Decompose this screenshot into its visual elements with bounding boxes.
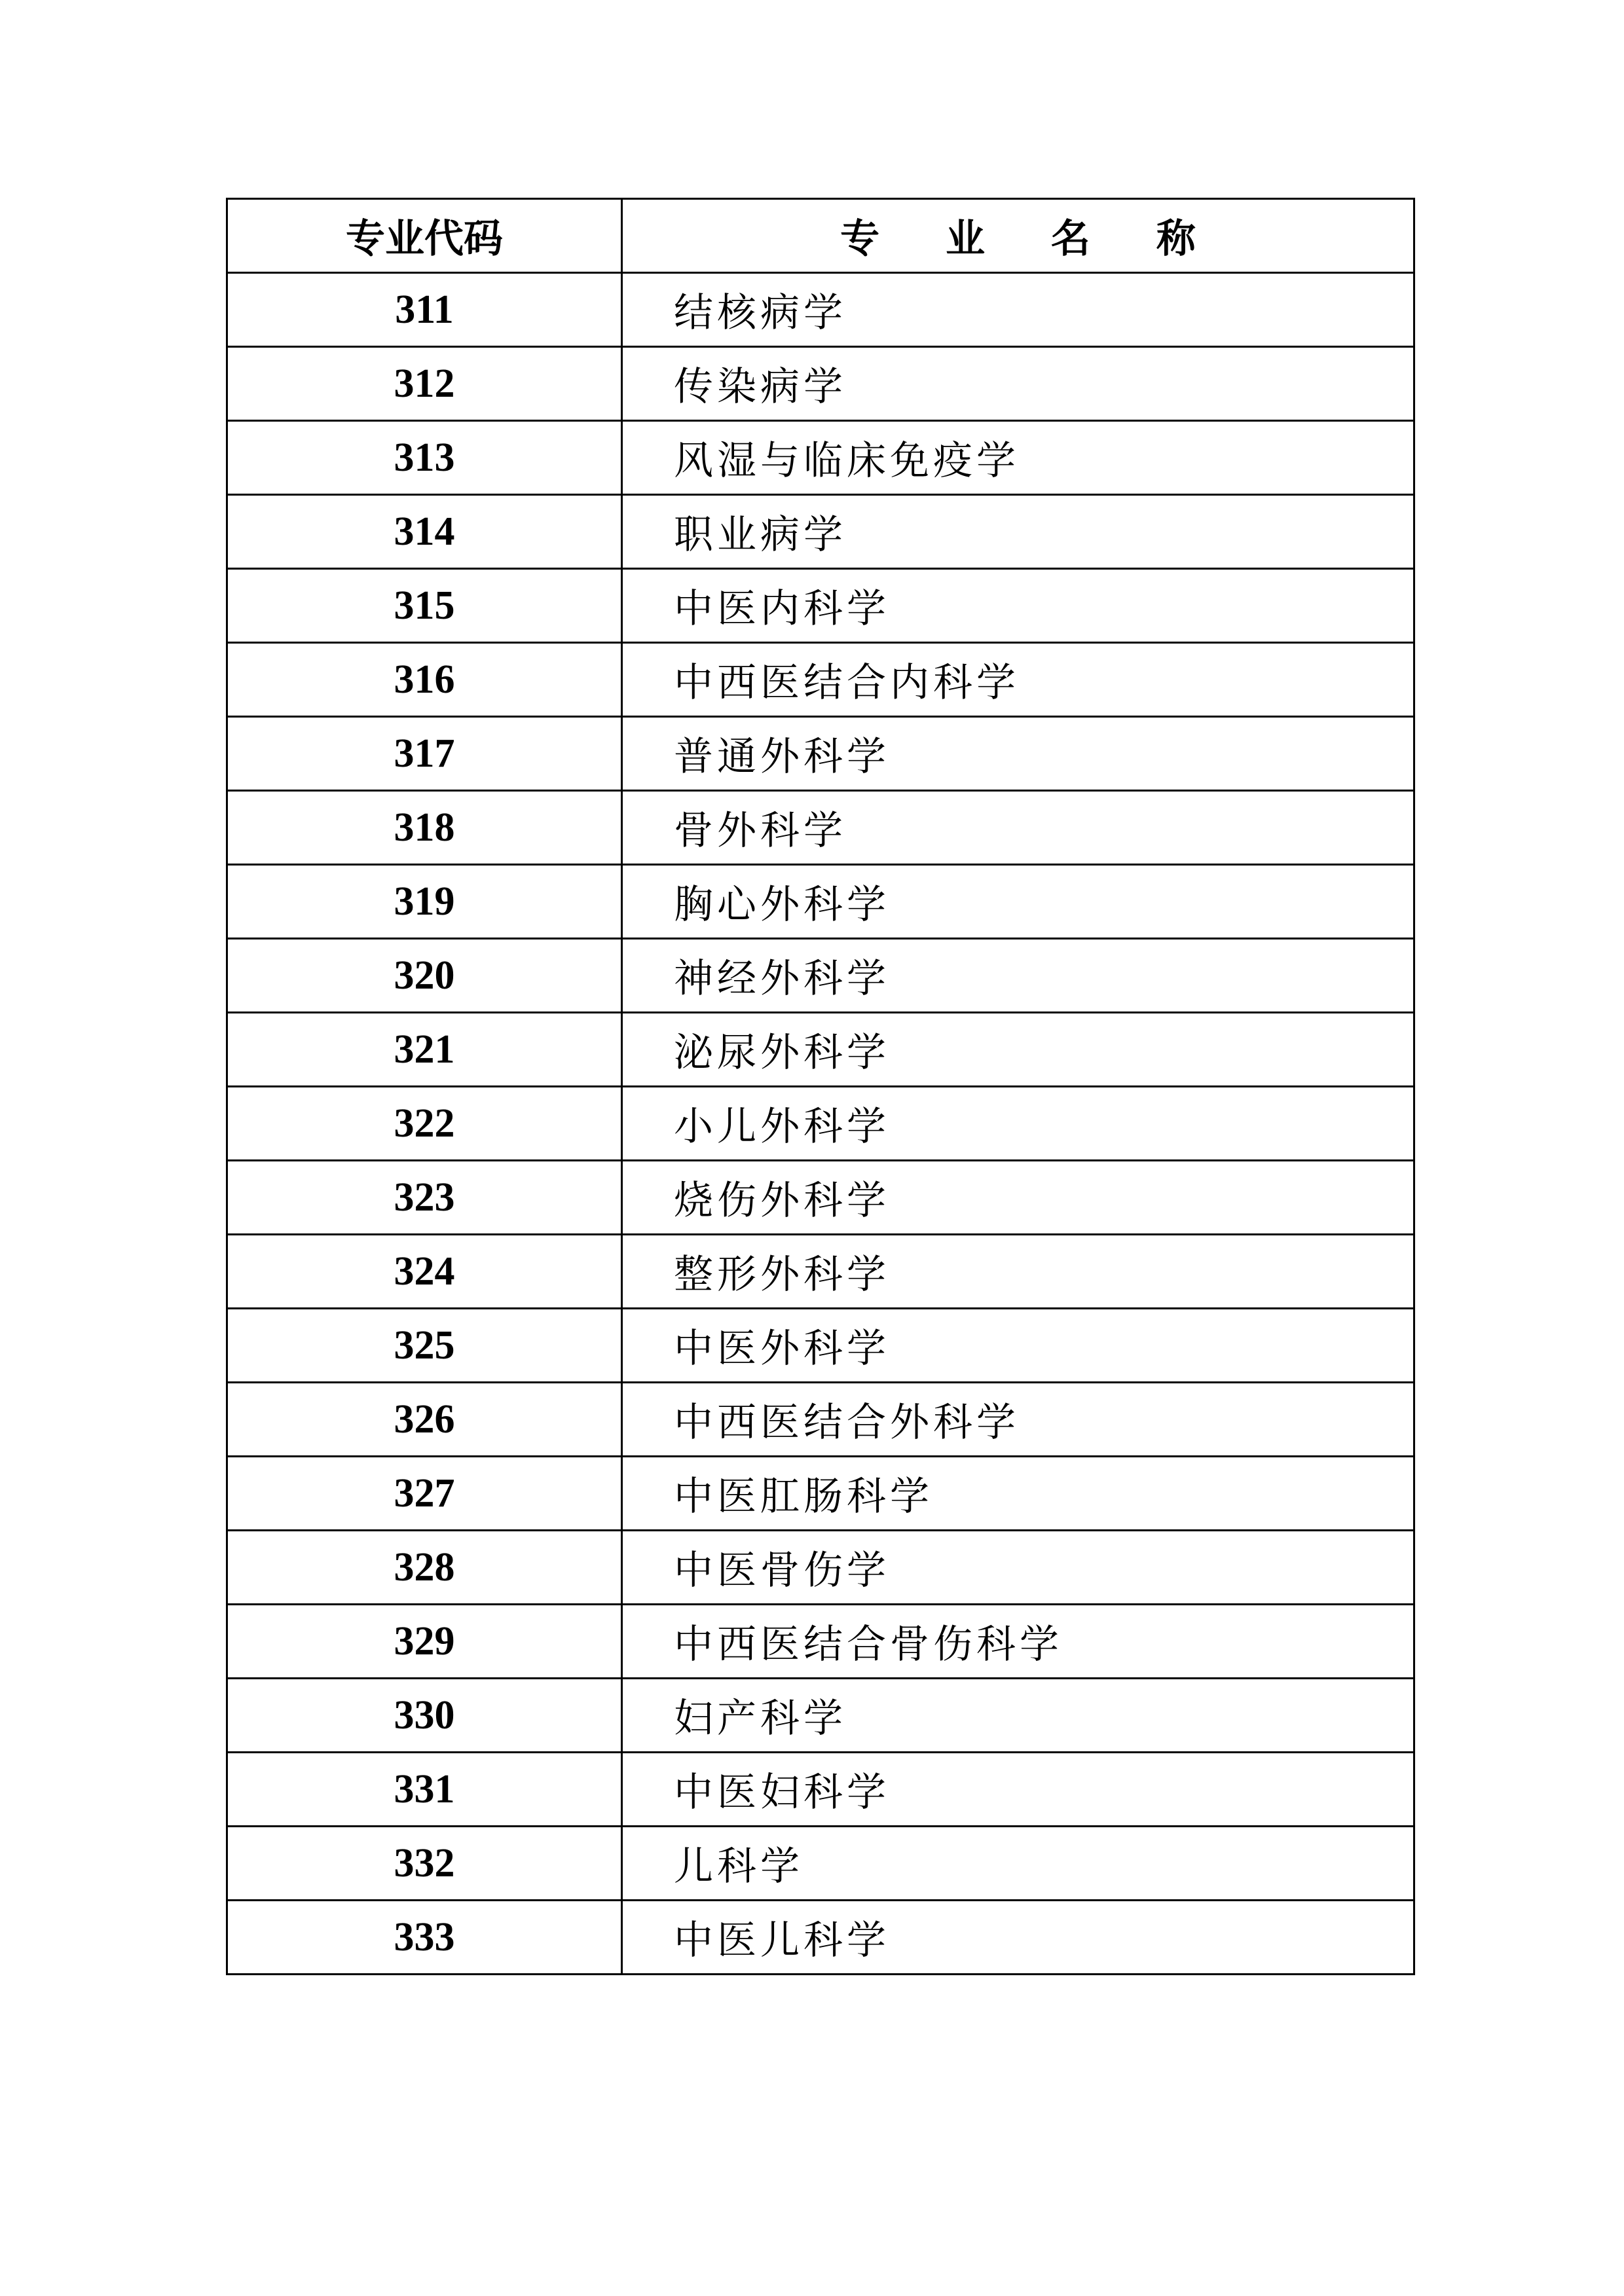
table-row bbox=[227, 273, 1414, 347]
major-name-cell: 中西医结合骨伤科学 bbox=[622, 1605, 1414, 1679]
major-code-table bbox=[226, 198, 1415, 1975]
major-code-cell: 326 bbox=[227, 1383, 622, 1457]
major-name-cell: 中医内科学 bbox=[622, 569, 1414, 643]
major-code-cell: 324 bbox=[227, 1235, 622, 1309]
major-name-cell: 烧伤外科学 bbox=[622, 1161, 1414, 1235]
table-row bbox=[227, 1161, 1414, 1235]
major-code-cell: 325 bbox=[227, 1309, 622, 1383]
table-row bbox=[227, 717, 1414, 791]
major-name-cell: 职业病学 bbox=[622, 495, 1414, 569]
table-row bbox=[227, 1457, 1414, 1531]
table-row bbox=[227, 421, 1414, 495]
table-header-row bbox=[227, 199, 1414, 273]
table-row bbox=[227, 347, 1414, 421]
table-row bbox=[227, 1531, 1414, 1605]
major-code-cell: 319 bbox=[227, 865, 622, 939]
table-row bbox=[227, 1309, 1414, 1383]
table-row bbox=[227, 569, 1414, 643]
major-name-cell: 儿科学 bbox=[622, 1827, 1414, 1901]
table-row bbox=[227, 1605, 1414, 1679]
major-name-cell: 骨外科学 bbox=[622, 791, 1414, 865]
major-code-cell: 313 bbox=[227, 421, 622, 495]
major-name-cell: 中西医结合外科学 bbox=[622, 1383, 1414, 1457]
major-name-cell: 中医外科学 bbox=[622, 1309, 1414, 1383]
major-name-cell: 神经外科学 bbox=[622, 939, 1414, 1013]
major-code-cell: 311 bbox=[227, 273, 622, 347]
major-name-cell: 风湿与临床免疫学 bbox=[622, 421, 1414, 495]
table-row bbox=[227, 1901, 1414, 1975]
major-code-cell: 316 bbox=[227, 643, 622, 717]
major-code-cell: 312 bbox=[227, 347, 622, 421]
major-name-cell: 中西医结合内科学 bbox=[622, 643, 1414, 717]
major-name-cell: 中医妇科学 bbox=[622, 1753, 1414, 1827]
major-name-cell: 普通外科学 bbox=[622, 717, 1414, 791]
table-row bbox=[227, 1753, 1414, 1827]
table-row bbox=[227, 1679, 1414, 1753]
major-name-cell: 中医肛肠科学 bbox=[622, 1457, 1414, 1531]
header-major-name: 专 业 名 称 bbox=[622, 199, 1414, 273]
table-row bbox=[227, 495, 1414, 569]
major-code-cell: 315 bbox=[227, 569, 622, 643]
major-name-cell: 泌尿外科学 bbox=[622, 1013, 1414, 1087]
table-row bbox=[227, 1235, 1414, 1309]
major-code-cell: 323 bbox=[227, 1161, 622, 1235]
major-code-cell: 317 bbox=[227, 717, 622, 791]
major-code-cell: 331 bbox=[227, 1753, 622, 1827]
major-code-cell: 330 bbox=[227, 1679, 622, 1753]
major-name-cell: 妇产科学 bbox=[622, 1679, 1414, 1753]
major-name-cell: 胸心外科学 bbox=[622, 865, 1414, 939]
major-name-cell: 小儿外科学 bbox=[622, 1087, 1414, 1161]
table-row bbox=[227, 865, 1414, 939]
major-code-cell: 318 bbox=[227, 791, 622, 865]
major-name-cell: 传染病学 bbox=[622, 347, 1414, 421]
major-code-cell: 332 bbox=[227, 1827, 622, 1901]
table-row bbox=[227, 643, 1414, 717]
major-name-cell: 整形外科学 bbox=[622, 1235, 1414, 1309]
table-row bbox=[227, 1383, 1414, 1457]
major-code-cell: 329 bbox=[227, 1605, 622, 1679]
table-row bbox=[227, 1827, 1414, 1901]
table-row bbox=[227, 939, 1414, 1013]
major-code-cell: 314 bbox=[227, 495, 622, 569]
major-code-cell: 320 bbox=[227, 939, 622, 1013]
major-name-cell: 结核病学 bbox=[622, 273, 1414, 347]
major-code-cell: 327 bbox=[227, 1457, 622, 1531]
table-row bbox=[227, 1087, 1414, 1161]
major-code-cell: 328 bbox=[227, 1531, 622, 1605]
table-row bbox=[227, 1013, 1414, 1087]
major-code-cell: 321 bbox=[227, 1013, 622, 1087]
major-name-cell: 中医骨伤学 bbox=[622, 1531, 1414, 1605]
header-major-code: 专业代码 bbox=[227, 199, 622, 273]
major-code-cell: 322 bbox=[227, 1087, 622, 1161]
table-row bbox=[227, 791, 1414, 865]
major-name-cell: 中医儿科学 bbox=[622, 1901, 1414, 1975]
major-code-cell: 333 bbox=[227, 1901, 622, 1975]
